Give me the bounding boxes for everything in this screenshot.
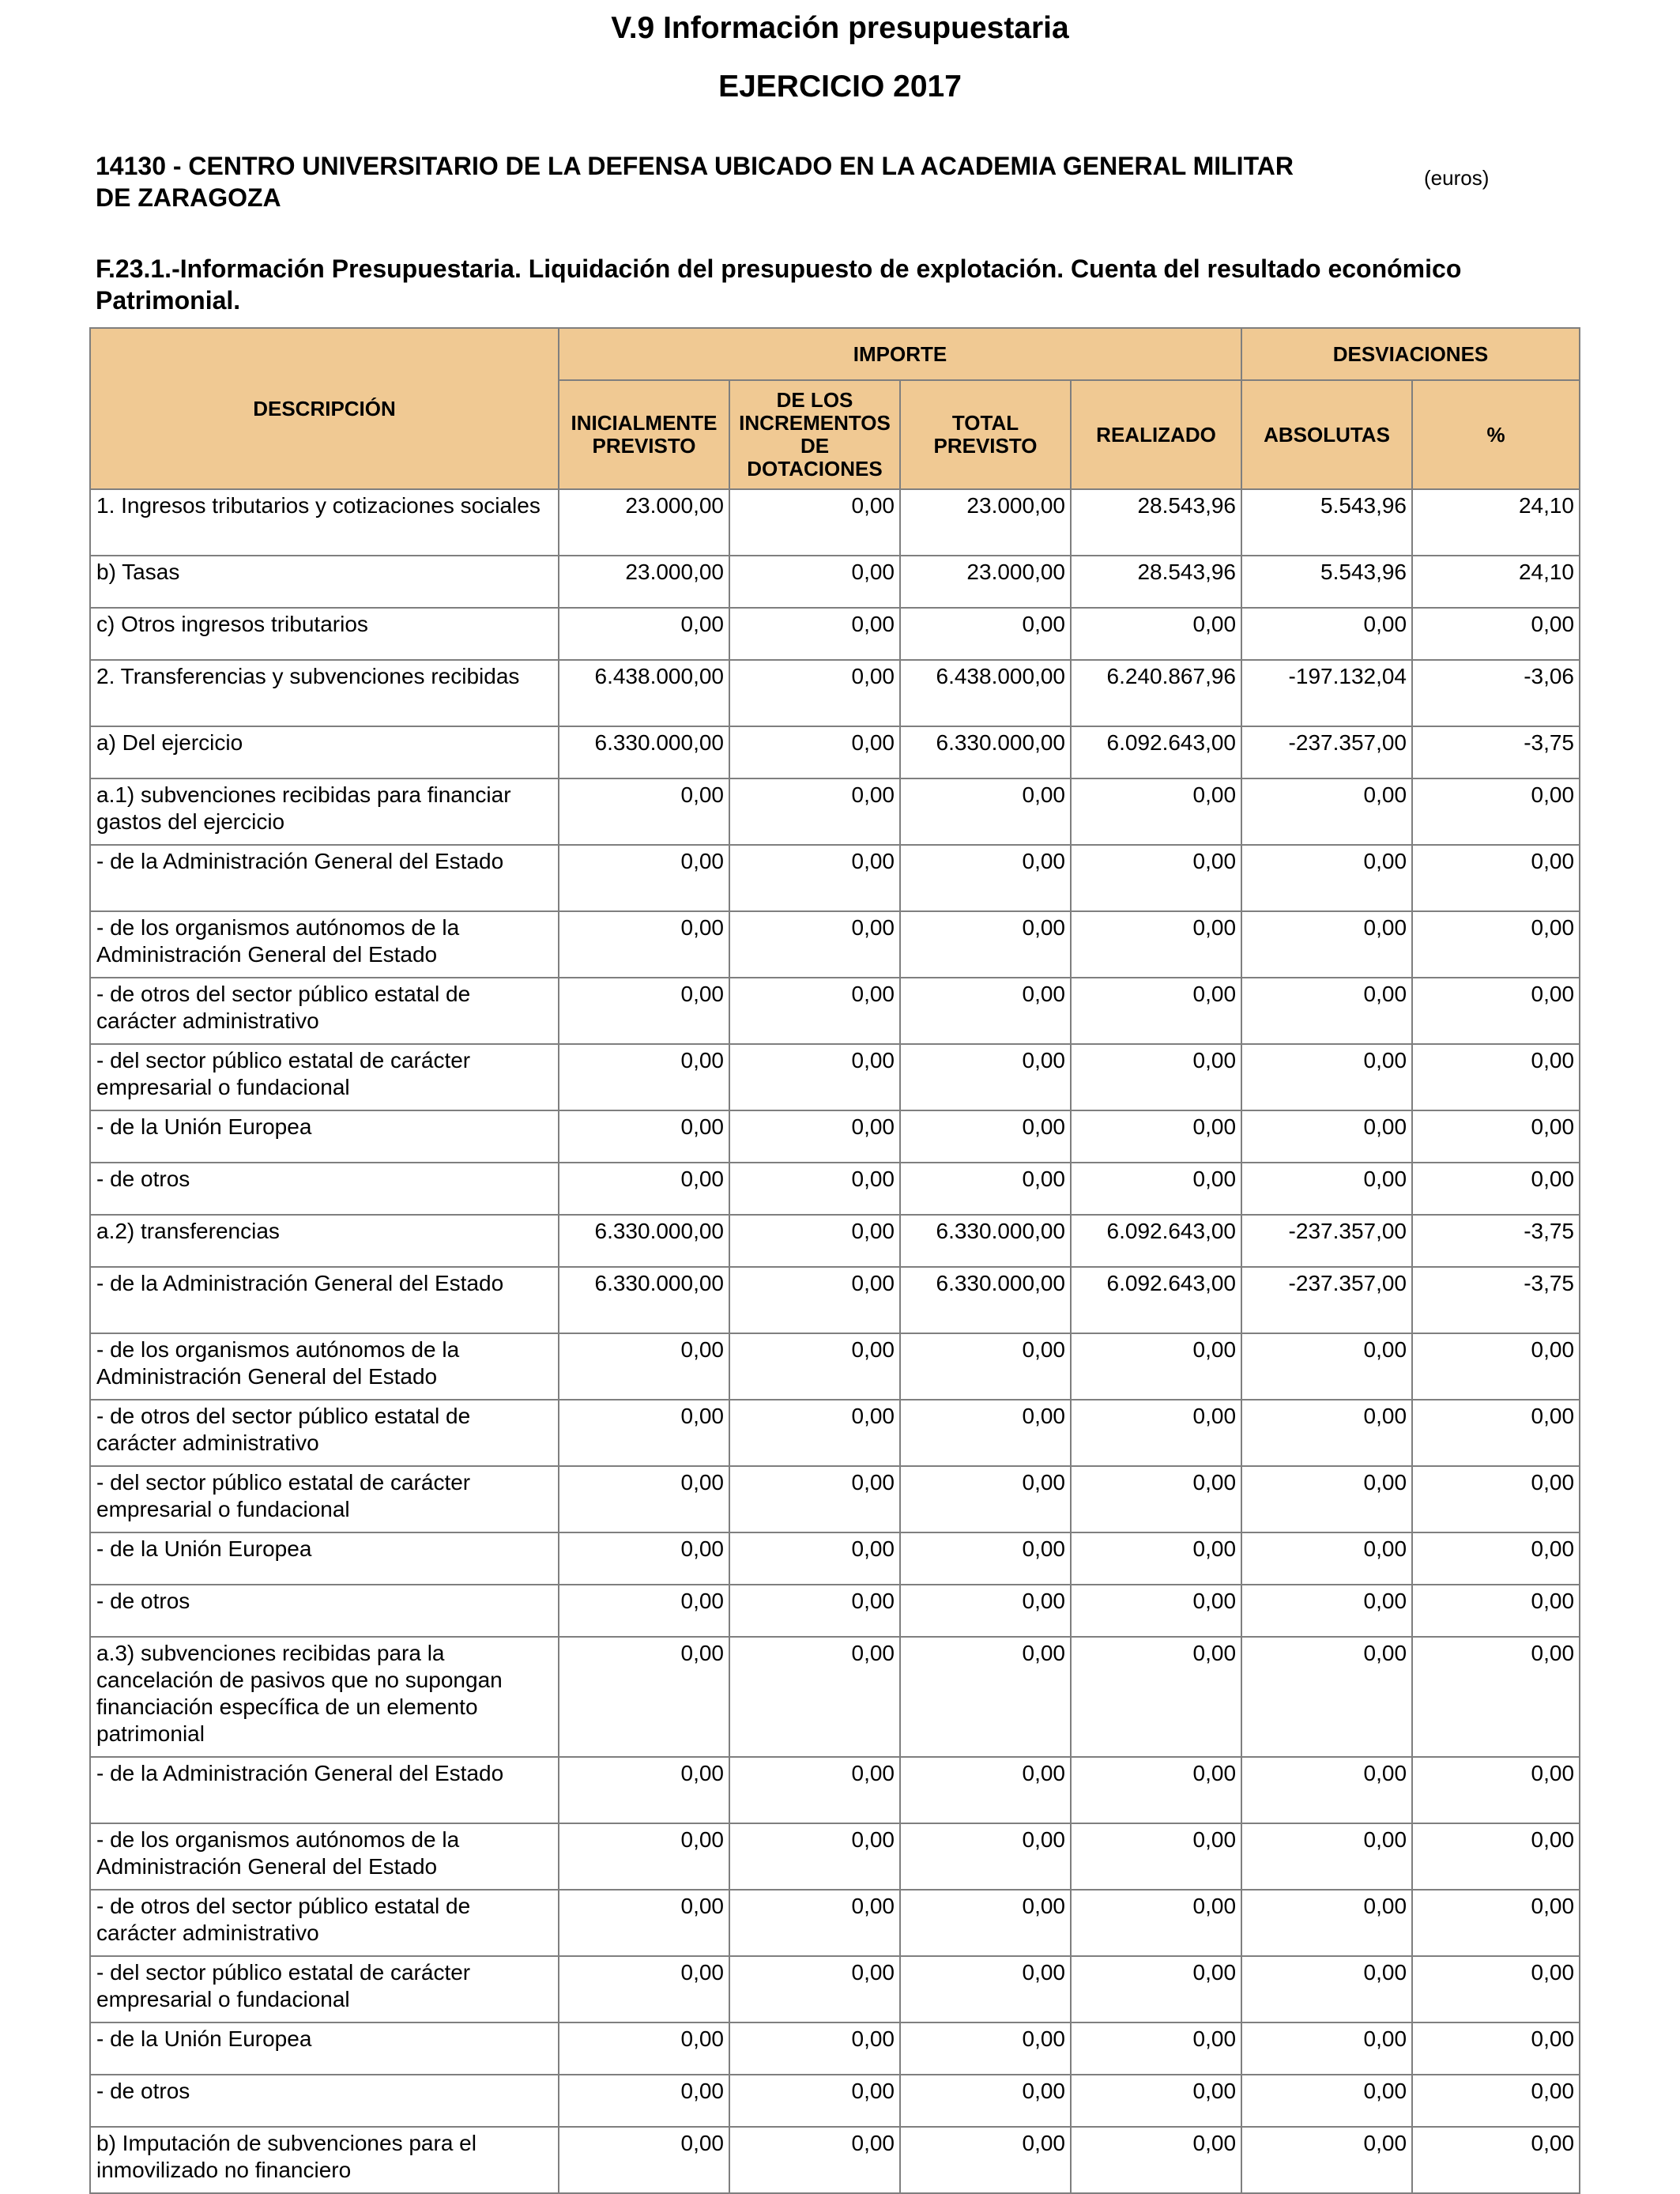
row-description: - de la Unión Europea <box>90 1532 559 1585</box>
cell-inicialmente-previsto: 0,00 <box>559 2075 729 2127</box>
cell-total-previsto: 23.000,00 <box>900 489 1071 556</box>
cell-percent: -3,75 <box>1412 726 1580 778</box>
currency-units: (euros) <box>1424 166 1490 190</box>
cell-percent: 0,00 <box>1412 1466 1580 1532</box>
cell-absolutas: 0,00 <box>1241 1585 1412 1637</box>
cell-incrementos: 0,00 <box>729 1163 900 1215</box>
cell-total-previsto: 6.438.000,00 <box>900 660 1071 726</box>
table-row <box>90 978 1580 1044</box>
cell-inicialmente-previsto: 0,00 <box>559 1163 729 1215</box>
row-description: 2. Transferencias y subvenciones recibidas <box>90 660 559 726</box>
cell-absolutas: -237.357,00 <box>1241 1215 1412 1267</box>
cell-inicialmente-previsto: 0,00 <box>559 1044 729 1110</box>
section-title: F.23.1.-Información Presupuestaria. Liquidación del presupuesto de explotación. Cuenta del resultado económico Patrimonial. <box>96 254 1462 315</box>
cell-total-previsto: 0,00 <box>900 608 1071 660</box>
cell-inicialmente-previsto: 6.438.000,00 <box>559 660 729 726</box>
cell-absolutas: 5.543,96 <box>1241 489 1412 556</box>
fiscal-year-subtitle: EJERCICIO 2017 <box>718 70 962 104</box>
table-row <box>90 1267 1580 1333</box>
entity-name: 14130 - CENTRO UNIVERSITARIO DE LA DEFENSA UBICADO EN LA ACADEMIA GENERAL MILITAR DE ZARAGOZA <box>96 152 1294 212</box>
cell-total-previsto: 0,00 <box>900 1890 1071 1956</box>
row-description: - del sector público estatal de carácter empresarial o fundacional <box>90 1466 559 1532</box>
header-inicialmente-previsto: INICIALMENTE PREVISTO <box>559 380 729 489</box>
cell-total-previsto: 0,00 <box>900 1400 1071 1466</box>
cell-realizado: 6.092.643,00 <box>1071 726 1241 778</box>
cell-absolutas: 5.543,96 <box>1241 556 1412 608</box>
cell-percent: -3,06 <box>1412 660 1580 726</box>
cell-incrementos: 0,00 <box>729 556 900 608</box>
row-description: a) Del ejercicio <box>90 726 559 778</box>
cell-incrementos: 0,00 <box>729 845 900 911</box>
table-row <box>90 1110 1580 1163</box>
cell-percent: 0,00 <box>1412 978 1580 1044</box>
row-description: - de otros <box>90 1585 559 1637</box>
cell-total-previsto: 0,00 <box>900 1466 1071 1532</box>
cell-percent: 0,00 <box>1412 1333 1580 1400</box>
cell-absolutas: 0,00 <box>1241 978 1412 1044</box>
row-description: b) Tasas <box>90 556 559 608</box>
cell-incrementos: 0,00 <box>729 2127 900 2193</box>
cell-realizado: 28.543,96 <box>1071 556 1241 608</box>
cell-absolutas: 0,00 <box>1241 2022 1412 2075</box>
cell-incrementos: 0,00 <box>729 660 900 726</box>
cell-absolutas: 0,00 <box>1241 1333 1412 1400</box>
header-realizado: REALIZADO <box>1071 380 1241 489</box>
cell-inicialmente-previsto: 0,00 <box>559 1400 729 1466</box>
cell-realizado: 28.543,96 <box>1071 489 1241 556</box>
cell-total-previsto: 0,00 <box>900 1163 1071 1215</box>
cell-percent: 0,00 <box>1412 1044 1580 1110</box>
cell-percent: 0,00 <box>1412 1956 1580 2022</box>
cell-absolutas: -197.132,04 <box>1241 660 1412 726</box>
cell-absolutas: 0,00 <box>1241 1757 1412 1823</box>
table-row <box>90 1757 1580 1823</box>
header-importe: IMPORTE <box>559 328 1241 380</box>
cell-absolutas: 0,00 <box>1241 608 1412 660</box>
cell-total-previsto: 0,00 <box>900 1585 1071 1637</box>
row-description: - de otros del sector público estatal de carácter administrativo <box>90 1890 559 1956</box>
table-row <box>90 2022 1580 2075</box>
row-description: - de los organismos autónomos de la Administración General del Estado <box>90 1333 559 1400</box>
cell-incrementos: 0,00 <box>729 1823 900 1890</box>
cell-total-previsto: 23.000,00 <box>900 556 1071 608</box>
row-description: - de los organismos autónomos de la Administración General del Estado <box>90 1823 559 1890</box>
cell-total-previsto: 6.330.000,00 <box>900 726 1071 778</box>
cell-absolutas: 0,00 <box>1241 845 1412 911</box>
cell-percent: 0,00 <box>1412 2075 1580 2127</box>
cell-inicialmente-previsto: 0,00 <box>559 1585 729 1637</box>
table-row <box>90 1215 1580 1267</box>
cell-absolutas: 0,00 <box>1241 2127 1412 2193</box>
cell-absolutas: 0,00 <box>1241 1466 1412 1532</box>
table-row <box>90 608 1580 660</box>
cell-inicialmente-previsto: 0,00 <box>559 978 729 1044</box>
cell-realizado: 0,00 <box>1071 778 1241 845</box>
cell-realizado: 0,00 <box>1071 1637 1241 1757</box>
cell-inicialmente-previsto: 0,00 <box>559 1757 729 1823</box>
cell-total-previsto: 0,00 <box>900 1532 1071 1585</box>
cell-inicialmente-previsto: 6.330.000,00 <box>559 1215 729 1267</box>
cell-realizado: 0,00 <box>1071 2022 1241 2075</box>
cell-incrementos: 0,00 <box>729 1637 900 1757</box>
cell-total-previsto: 0,00 <box>900 1333 1071 1400</box>
table-row <box>90 489 1580 556</box>
cell-absolutas: 0,00 <box>1241 1532 1412 1585</box>
cell-incrementos: 0,00 <box>729 1110 900 1163</box>
cell-inicialmente-previsto: 0,00 <box>559 1956 729 2022</box>
cell-total-previsto: 0,00 <box>900 2022 1071 2075</box>
cell-total-previsto: 6.330.000,00 <box>900 1267 1071 1333</box>
cell-total-previsto: 0,00 <box>900 1956 1071 2022</box>
cell-inicialmente-previsto: 0,00 <box>559 1333 729 1400</box>
cell-percent: 24,10 <box>1412 489 1580 556</box>
cell-percent: 0,00 <box>1412 778 1580 845</box>
cell-incrementos: 0,00 <box>729 608 900 660</box>
cell-percent: 0,00 <box>1412 1400 1580 1466</box>
cell-absolutas: 0,00 <box>1241 1637 1412 1757</box>
cell-absolutas: 0,00 <box>1241 1400 1412 1466</box>
cell-percent: -3,75 <box>1412 1215 1580 1267</box>
cell-percent: 0,00 <box>1412 1163 1580 1215</box>
cell-realizado: 0,00 <box>1071 1333 1241 1400</box>
cell-realizado: 0,00 <box>1071 2127 1241 2193</box>
row-description: a.2) transferencias <box>90 1215 559 1267</box>
cell-percent: 0,00 <box>1412 1110 1580 1163</box>
cell-incrementos: 0,00 <box>729 1044 900 1110</box>
cell-incrementos: 0,00 <box>729 726 900 778</box>
row-description: - de la Unión Europea <box>90 2022 559 2075</box>
row-description: - de la Administración General del Estado <box>90 845 559 911</box>
table-row <box>90 660 1580 726</box>
table-row <box>90 1823 1580 1890</box>
cell-percent: 0,00 <box>1412 2127 1580 2193</box>
row-description: - de otros <box>90 1163 559 1215</box>
cell-realizado: 0,00 <box>1071 1757 1241 1823</box>
cell-inicialmente-previsto: 0,00 <box>559 1110 729 1163</box>
cell-total-previsto: 0,00 <box>900 2075 1071 2127</box>
cell-incrementos: 0,00 <box>729 1585 900 1637</box>
row-description: 1. Ingresos tributarios y cotizaciones sociales <box>90 489 559 556</box>
cell-total-previsto: 0,00 <box>900 1823 1071 1890</box>
cell-percent: 0,00 <box>1412 845 1580 911</box>
cell-absolutas: 0,00 <box>1241 1890 1412 1956</box>
cell-realizado: 0,00 <box>1071 1163 1241 1215</box>
cell-inicialmente-previsto: 0,00 <box>559 778 729 845</box>
cell-incrementos: 0,00 <box>729 778 900 845</box>
cell-percent: 0,00 <box>1412 2022 1580 2075</box>
cell-realizado: 0,00 <box>1071 1110 1241 1163</box>
cell-incrementos: 0,00 <box>729 2022 900 2075</box>
cell-absolutas: 0,00 <box>1241 1163 1412 1215</box>
cell-total-previsto: 0,00 <box>900 1110 1071 1163</box>
row-description: - de otros <box>90 2075 559 2127</box>
cell-realizado: 0,00 <box>1071 1532 1241 1585</box>
cell-realizado: 0,00 <box>1071 2075 1241 2127</box>
cell-percent: 0,00 <box>1412 1585 1580 1637</box>
table-row <box>90 1333 1580 1400</box>
cell-inicialmente-previsto: 0,00 <box>559 1466 729 1532</box>
cell-incrementos: 0,00 <box>729 2075 900 2127</box>
row-description: - de otros del sector público estatal de carácter administrativo <box>90 978 559 1044</box>
cell-percent: 0,00 <box>1412 911 1580 978</box>
page-title: V.9 Información presupuestaria <box>611 11 1069 45</box>
cell-inicialmente-previsto: 0,00 <box>559 2127 729 2193</box>
table-row <box>90 911 1580 978</box>
cell-realizado: 0,00 <box>1071 1890 1241 1956</box>
cell-total-previsto: 6.330.000,00 <box>900 1215 1071 1267</box>
cell-total-previsto: 0,00 <box>900 978 1071 1044</box>
cell-realizado: 6.240.867,96 <box>1071 660 1241 726</box>
cell-realizado: 0,00 <box>1071 911 1241 978</box>
cell-incrementos: 0,00 <box>729 1333 900 1400</box>
cell-inicialmente-previsto: 0,00 <box>559 1637 729 1757</box>
row-description: - de la Unión Europea <box>90 1110 559 1163</box>
row-description: c) Otros ingresos tributarios <box>90 608 559 660</box>
cell-incrementos: 0,00 <box>729 1215 900 1267</box>
cell-realizado: 0,00 <box>1071 608 1241 660</box>
header-percent: % <box>1412 380 1580 489</box>
row-description: - del sector público estatal de carácter empresarial o fundacional <box>90 1956 559 2022</box>
cell-absolutas: 0,00 <box>1241 778 1412 845</box>
cell-absolutas: 0,00 <box>1241 1110 1412 1163</box>
cell-percent: 0,00 <box>1412 1890 1580 1956</box>
cell-incrementos: 0,00 <box>729 1890 900 1956</box>
cell-absolutas: -237.357,00 <box>1241 726 1412 778</box>
table-row <box>90 1044 1580 1110</box>
row-description: a.1) subvenciones recibidas para financiar gastos del ejercicio <box>90 778 559 845</box>
cell-inicialmente-previsto: 6.330.000,00 <box>559 1267 729 1333</box>
cell-incrementos: 0,00 <box>729 1400 900 1466</box>
cell-absolutas: 0,00 <box>1241 1956 1412 2022</box>
cell-total-previsto: 0,00 <box>900 911 1071 978</box>
table-row <box>90 1890 1580 1956</box>
table-row <box>90 556 1580 608</box>
cell-incrementos: 0,00 <box>729 911 900 978</box>
cell-realizado: 0,00 <box>1071 845 1241 911</box>
table-row <box>90 1163 1580 1215</box>
cell-total-previsto: 0,00 <box>900 1757 1071 1823</box>
table-row <box>90 845 1580 911</box>
cell-absolutas: 0,00 <box>1241 911 1412 978</box>
budget-table <box>89 327 1580 2194</box>
cell-inicialmente-previsto: 0,00 <box>559 2022 729 2075</box>
row-description: - de otros del sector público estatal de carácter administrativo <box>90 1400 559 1466</box>
cell-realizado: 0,00 <box>1071 1585 1241 1637</box>
cell-total-previsto: 0,00 <box>900 2127 1071 2193</box>
cell-total-previsto: 0,00 <box>900 1044 1071 1110</box>
cell-realizado: 6.092.643,00 <box>1071 1215 1241 1267</box>
cell-percent: -3,75 <box>1412 1267 1580 1333</box>
cell-inicialmente-previsto: 0,00 <box>559 911 729 978</box>
row-description: - de los organismos autónomos de la Administración General del Estado <box>90 911 559 978</box>
cell-realizado: 0,00 <box>1071 1466 1241 1532</box>
cell-incrementos: 0,00 <box>729 1956 900 2022</box>
cell-percent: 0,00 <box>1412 1757 1580 1823</box>
cell-absolutas: -237.357,00 <box>1241 1267 1412 1333</box>
cell-inicialmente-previsto: 23.000,00 <box>559 489 729 556</box>
row-description: - de la Administración General del Estado <box>90 1267 559 1333</box>
cell-incrementos: 0,00 <box>729 489 900 556</box>
cell-realizado: 0,00 <box>1071 1044 1241 1110</box>
table-row <box>90 1400 1580 1466</box>
cell-inicialmente-previsto: 0,00 <box>559 608 729 660</box>
table-row <box>90 1637 1580 1757</box>
table-row <box>90 1956 1580 2022</box>
cell-incrementos: 0,00 <box>729 978 900 1044</box>
cell-percent: 0,00 <box>1412 1823 1580 1890</box>
cell-percent: 0,00 <box>1412 608 1580 660</box>
cell-total-previsto: 0,00 <box>900 845 1071 911</box>
table-row <box>90 2075 1580 2127</box>
row-description: a.3) subvenciones recibidas para la cancelación de pasivos que no supongan financiación específica de un elemento patrimonial <box>90 1637 559 1757</box>
cell-realizado: 6.092.643,00 <box>1071 1267 1241 1333</box>
header-descripcion: DESCRIPCIÓN <box>90 328 559 489</box>
header-incrementos-dotaciones: DE LOS INCREMENTOS DE DOTACIONES <box>729 380 900 489</box>
header-desviaciones: DESVIACIONES <box>1241 328 1580 380</box>
cell-absolutas: 0,00 <box>1241 1823 1412 1890</box>
table-row <box>90 2127 1580 2193</box>
cell-inicialmente-previsto: 23.000,00 <box>559 556 729 608</box>
cell-percent: 0,00 <box>1412 1532 1580 1585</box>
cell-realizado: 0,00 <box>1071 978 1241 1044</box>
cell-incrementos: 0,00 <box>729 1532 900 1585</box>
row-description: b) Imputación de subvenciones para el inmovilizado no financiero <box>90 2127 559 2193</box>
cell-incrementos: 0,00 <box>729 1267 900 1333</box>
table-row <box>90 726 1580 778</box>
cell-total-previsto: 0,00 <box>900 778 1071 845</box>
row-description: - del sector público estatal de carácter empresarial o fundacional <box>90 1044 559 1110</box>
table-row <box>90 1532 1580 1585</box>
cell-absolutas: 0,00 <box>1241 1044 1412 1110</box>
table-row <box>90 778 1580 845</box>
cell-incrementos: 0,00 <box>729 1757 900 1823</box>
cell-percent: 0,00 <box>1412 1637 1580 1757</box>
header-total-previsto: TOTAL PREVISTO <box>900 380 1071 489</box>
table-row <box>90 1466 1580 1532</box>
cell-realizado: 0,00 <box>1071 1823 1241 1890</box>
row-description: - de la Administración General del Estado <box>90 1757 559 1823</box>
table-row <box>90 1585 1580 1637</box>
cell-incrementos: 0,00 <box>729 1466 900 1532</box>
cell-inicialmente-previsto: 0,00 <box>559 1890 729 1956</box>
cell-total-previsto: 0,00 <box>900 1637 1071 1757</box>
cell-percent: 24,10 <box>1412 556 1580 608</box>
cell-inicialmente-previsto: 0,00 <box>559 1823 729 1890</box>
cell-inicialmente-previsto: 0,00 <box>559 845 729 911</box>
cell-absolutas: 0,00 <box>1241 2075 1412 2127</box>
cell-inicialmente-previsto: 0,00 <box>559 1532 729 1585</box>
cell-inicialmente-previsto: 6.330.000,00 <box>559 726 729 778</box>
cell-realizado: 0,00 <box>1071 1400 1241 1466</box>
cell-realizado: 0,00 <box>1071 1956 1241 2022</box>
header-absolutas: ABSOLUTAS <box>1241 380 1412 489</box>
